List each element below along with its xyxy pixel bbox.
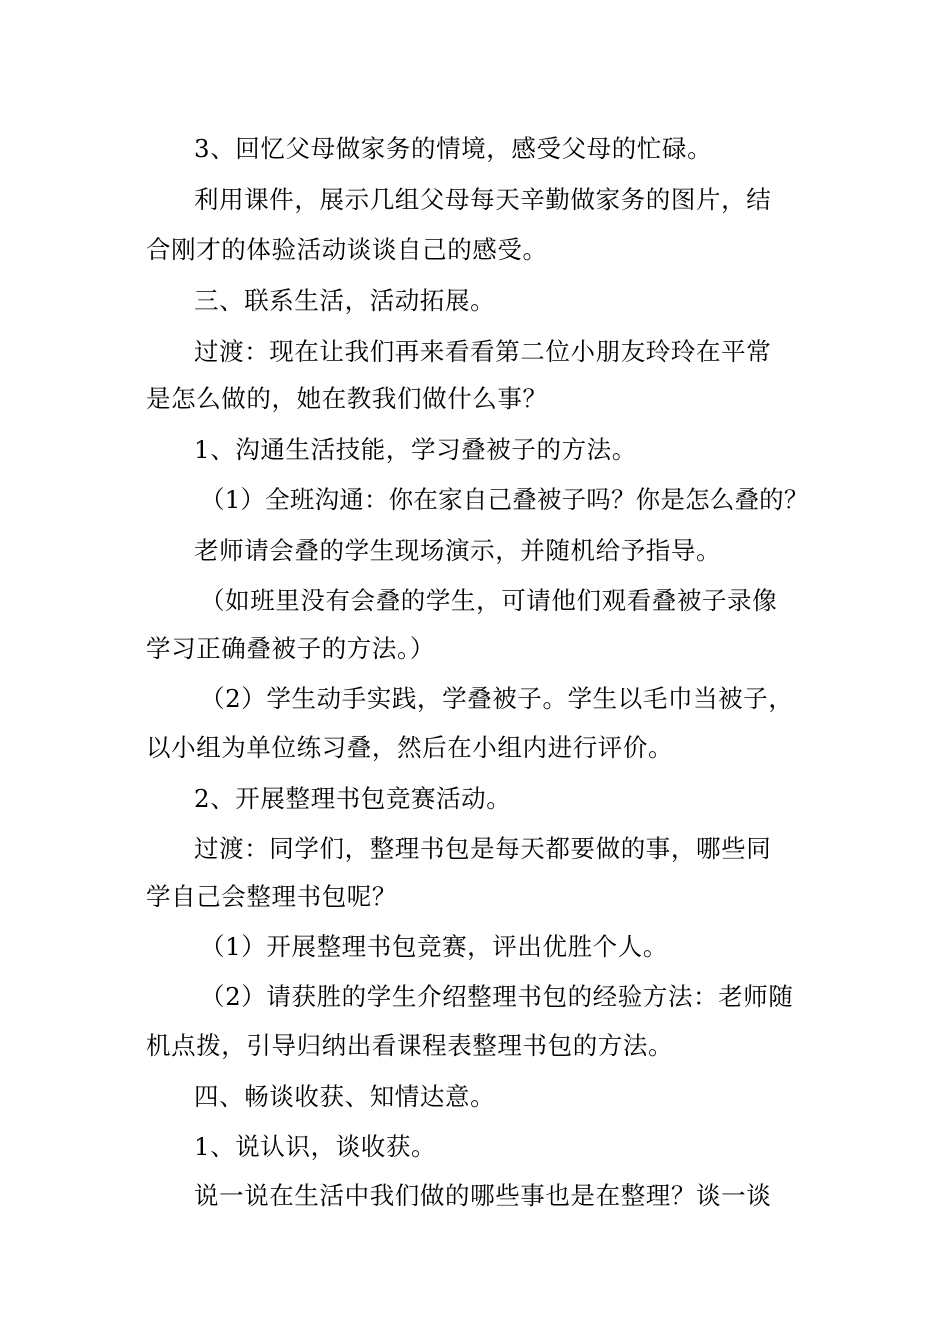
text-line: 说一说在生活中我们做的哪些事也是在整理？谈一谈	[194, 1181, 772, 1210]
text-line: （如班里没有会叠的学生，可请他们观看叠被子录像	[200, 586, 778, 615]
text-line: 利用课件，展示几组父母每天辛勤做家务的图片，结	[194, 185, 772, 214]
text-line: 2、开展整理书包竞赛活动。	[194, 784, 512, 813]
section-heading: 四、畅谈收获、知情达意。	[194, 1082, 496, 1111]
text-line: 是怎么做的，她在教我们做什么事？	[146, 384, 548, 413]
text-line: （2）请获胜的学生介绍整理书包的经验方法：老师随	[200, 982, 794, 1011]
text-line: 1、说认识，谈收获。	[194, 1132, 437, 1161]
text-line: 学习正确叠被子的方法。）	[146, 634, 435, 663]
text-line: 老师请会叠的学生现场演示，并随机给予指导。	[194, 536, 722, 565]
text-line: 3、回忆父母做家务的情境，感受父母的忙碌。	[194, 134, 713, 163]
text-line: （1）全班沟通：你在家自己叠被子吗？你是怎么叠的？	[200, 485, 809, 514]
text-line: 学自己会整理书包呢？	[146, 882, 397, 911]
text-line: （2）学生动手实践，学叠被子。学生以毛巾当被子，	[200, 684, 794, 713]
section-heading: 三、联系生活，活动拓展。	[194, 286, 496, 315]
text-line: 以小组为单位练习叠，然后在小组内进行评价。	[146, 733, 674, 762]
text-line: 过渡：同学们，整理书包是每天都要做的事，哪些同	[194, 834, 772, 863]
text-line: 过渡：现在让我们再来看看第二位小朋友玲玲在平常	[194, 337, 772, 366]
text-line: 合刚才的体验活动谈谈自己的感受。	[146, 235, 548, 264]
text-line: （1）开展整理书包竞赛，评出优胜个人。	[200, 932, 668, 961]
text-line: 1、沟通生活技能，学习叠被子的方法。	[194, 435, 637, 464]
text-line: 机点拨，引导归纳出看课程表整理书包的方法。	[146, 1031, 674, 1060]
